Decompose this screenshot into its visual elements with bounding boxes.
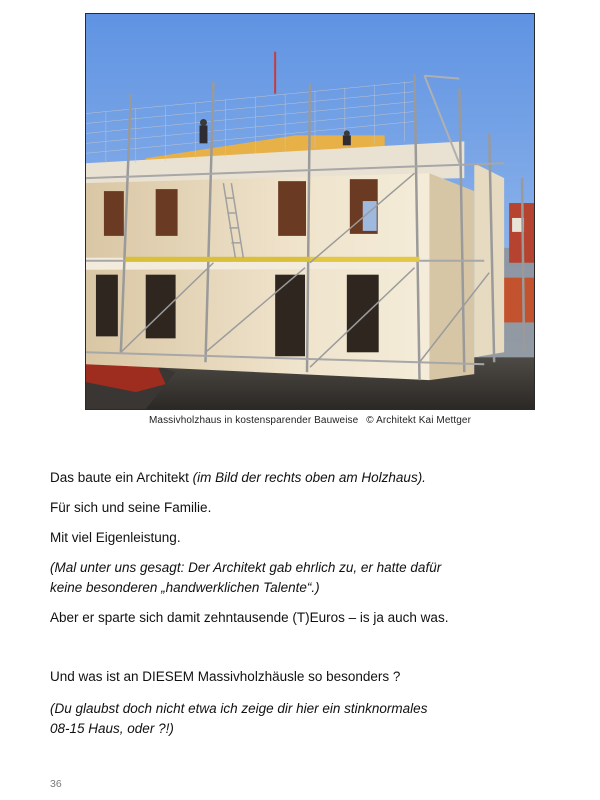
paragraph-question: Und was ist an DIESEM Massivholzhäusle so besonders ? — [50, 669, 401, 684]
paragraph-architect-note: (im Bild der rechts oben am Holzhaus). — [192, 470, 426, 485]
photo-caption — [0, 415, 600, 426]
paragraph-self-work: Mit viel Eigenleistung. — [50, 530, 181, 545]
paragraph-savings: Aber er sparte sich damit zehntausende (T)Euros – is ja auch was. — [50, 610, 449, 625]
caption-title: Massivholzhaus in kostensparender Bauweise — [148, 415, 359, 426]
house-photo-illustration — [86, 14, 534, 409]
paragraph-teaser — [50, 699, 510, 739]
paragraph-aside-line1: (Mal unter uns gesagt: Der Architekt gab ehrlich zu, er hatte dafür — [50, 560, 442, 575]
house-photo — [85, 13, 535, 410]
paragraph-teaser-line2: 08-15 Haus, oder ?!) — [50, 721, 174, 736]
caption-copyright: © Architekt Kai Mettger — [366, 415, 472, 426]
paragraph-family: Für sich und seine Familie. — [50, 500, 212, 515]
paragraph-architect — [50, 468, 510, 488]
page-number: 36 — [50, 778, 62, 790]
paragraph-aside-line2: keine besonderen „handwerklichen Talente“.) — [50, 580, 320, 595]
paragraph-aside — [50, 558, 510, 598]
paragraph-architect-main: Das baute ein Architekt — [50, 470, 193, 485]
paragraph-teaser-line1: (Du glaubst doch nicht etwa ich zeige dir hier ein stinknormales — [50, 701, 428, 716]
